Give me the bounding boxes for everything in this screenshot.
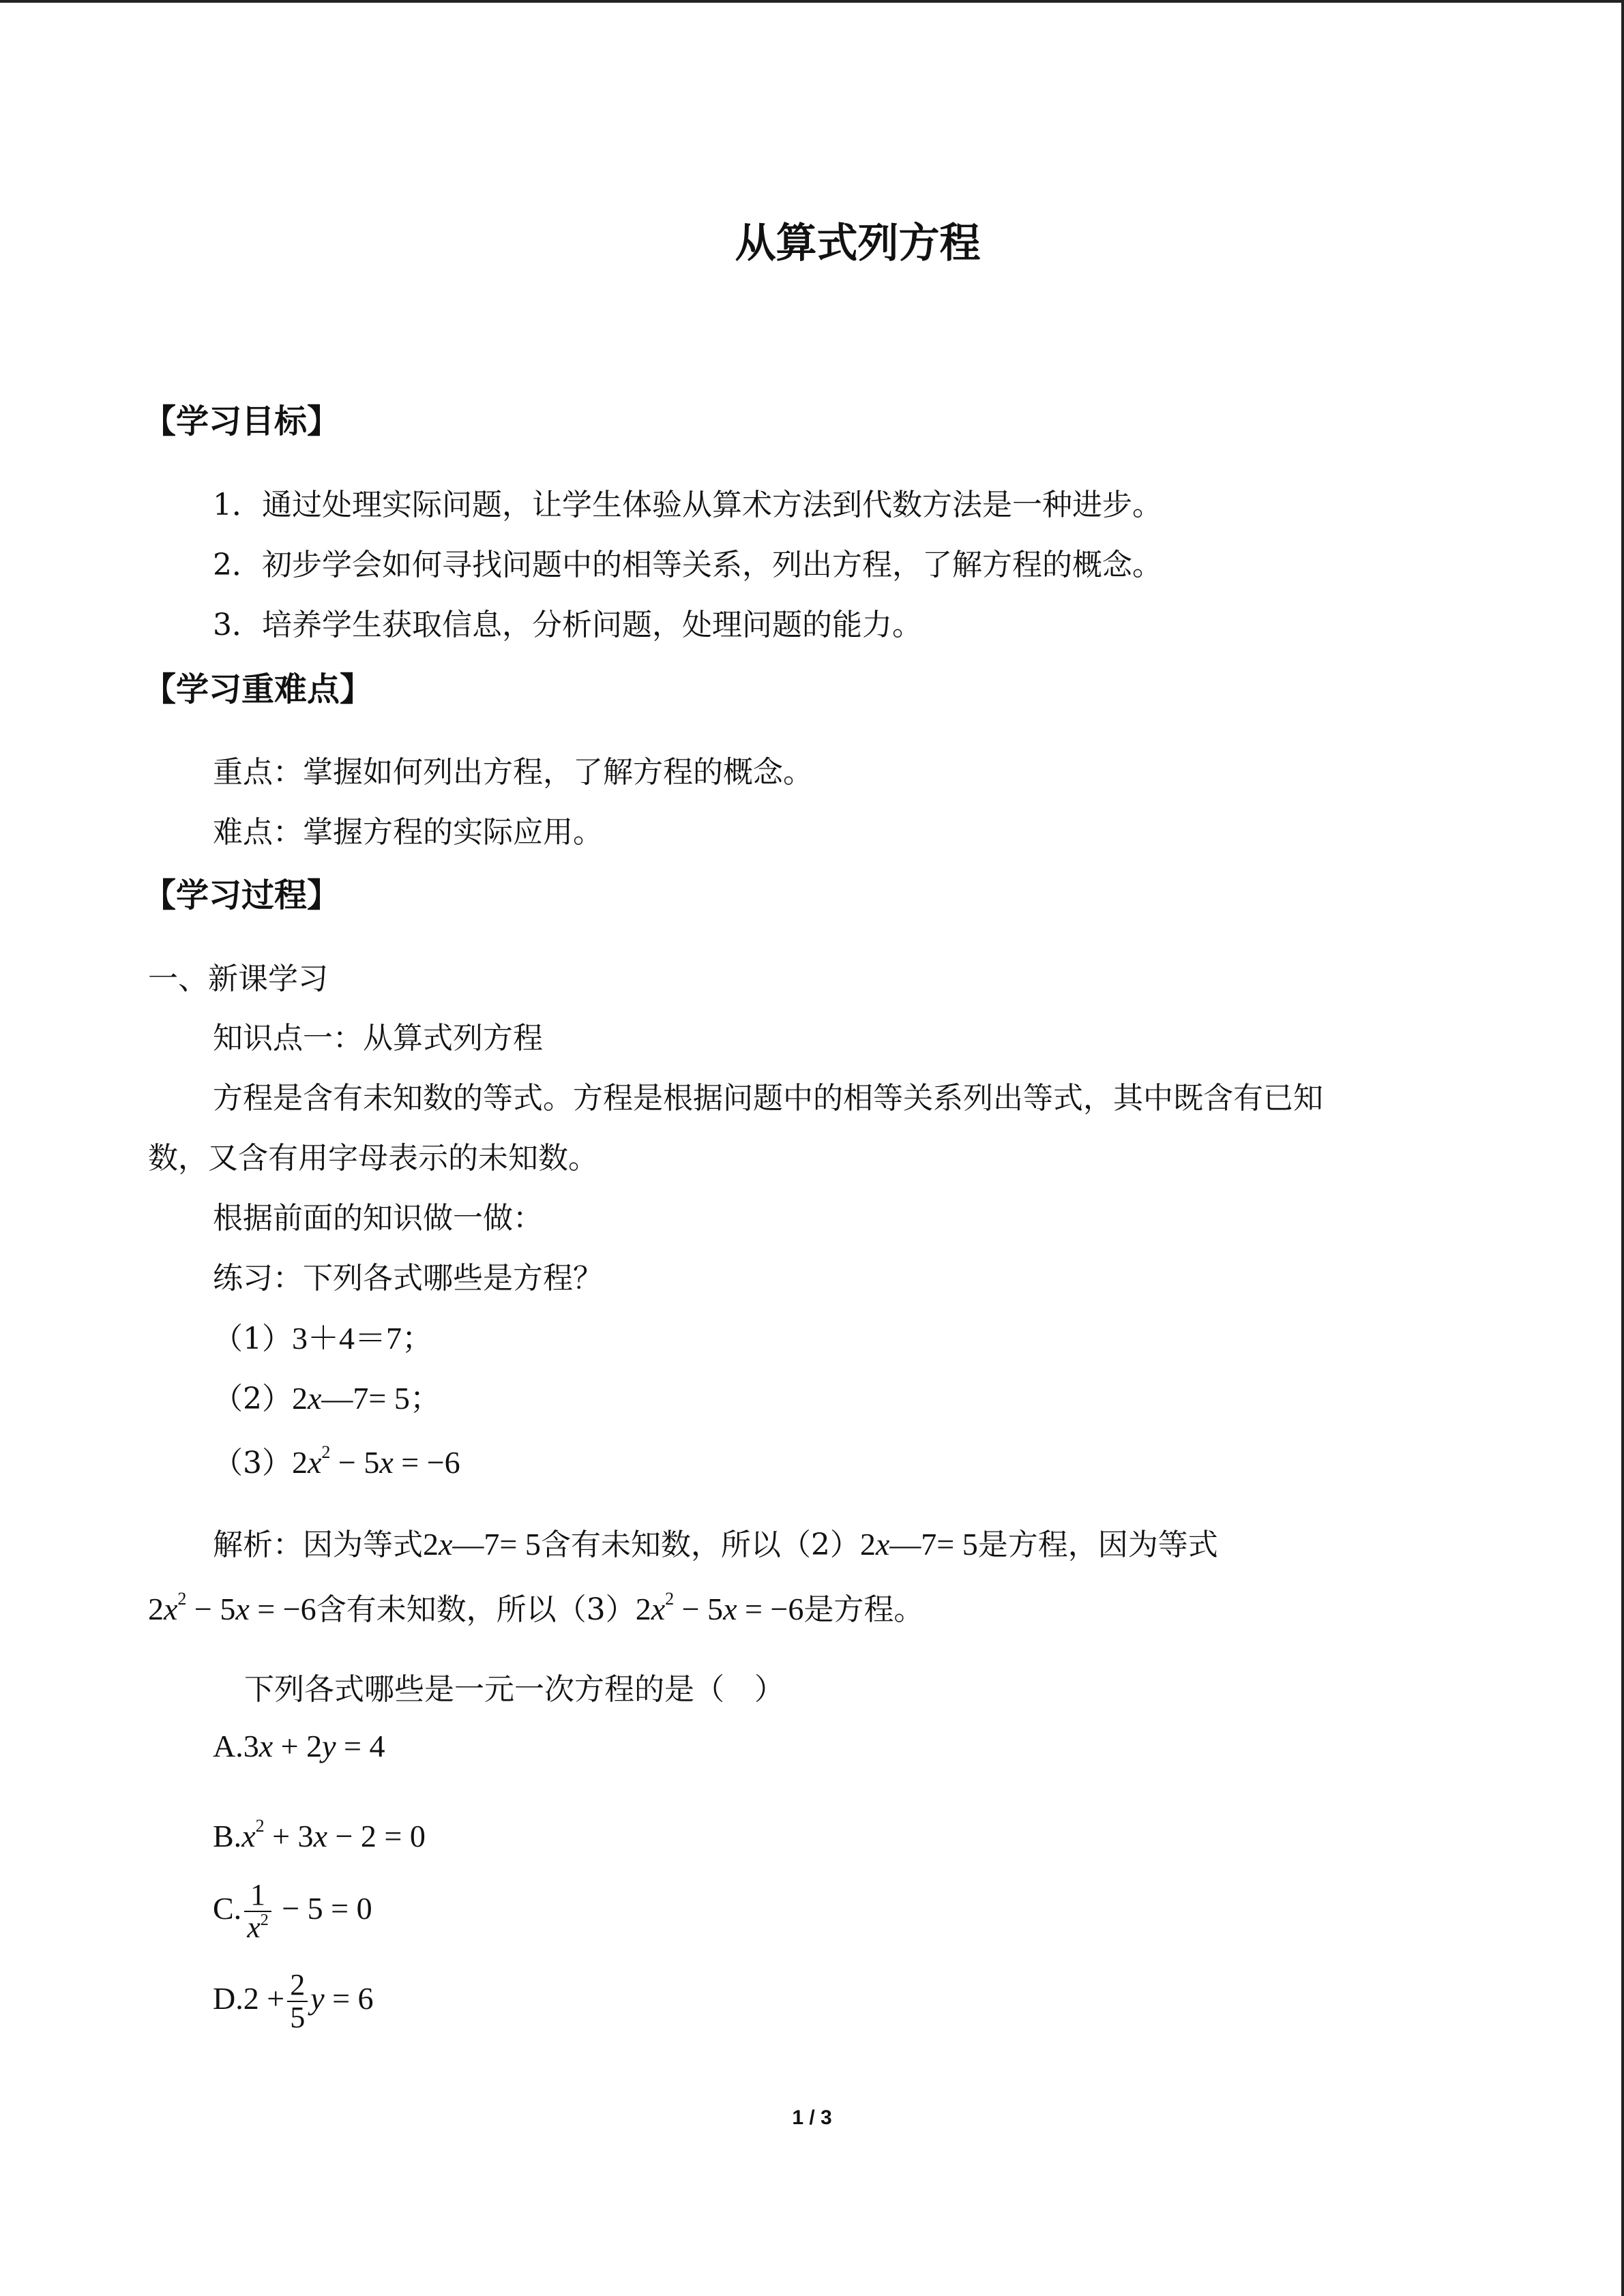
analysis-line-1: 解析：因为等式2x—7= 5含有未知数，所以（2）2x—7= 5是方程，因为等式 bbox=[213, 1527, 1218, 1562]
analysis-line-2: $2x^2 - 5x = -6$含有未知数，所以$(3)2x^2 - 5x = -6$是方程。 bbox=[148, 1589, 924, 1627]
exercise-title: 练习：下列各式哪些是方程？ bbox=[213, 1261, 603, 1296]
definition-line-2: 数，又含有用字母表示的未知数。 bbox=[148, 1141, 598, 1176]
option-d-fraction: $\frac{2}{5}$ bbox=[287, 1969, 308, 2033]
section-heading-goals: 【学习目标】 bbox=[143, 402, 340, 441]
knowledge-point-title: 知识点一：从算式列方程 bbox=[213, 1021, 543, 1056]
exercise-item-1-label: （1） bbox=[213, 1322, 292, 1356]
goal-item-3: 3．培养学生获取信息，分析问题，处理问题的能力。 bbox=[213, 608, 922, 642]
option-a: A.3x + 2y = 4 bbox=[213, 1729, 385, 1763]
part-title: 一、新课学习 bbox=[148, 961, 328, 996]
exercise-item-3-expression: $2x^2 - 5x = -6$ bbox=[292, 1442, 460, 1480]
exercise-item-2 bbox=[213, 1373, 441, 1418]
question-text: 下列各式哪些是一元一次方程的是（ ） bbox=[244, 1672, 784, 1707]
exercise-item-3 bbox=[213, 1438, 460, 1482]
page-number: 1 / 3 bbox=[792, 2106, 832, 2129]
goal-item-1: 1．通过处理实际问题，让学生体验从算术方法到代数方法是一种进步。 bbox=[213, 488, 1162, 522]
goal-item-2: 2．初步学会如何寻找问题中的相等关系，列出方程，了解方程的概念。 bbox=[213, 548, 1162, 582]
exercise-item-1-expression: 3＋4＝7； bbox=[292, 1321, 433, 1356]
analysis-equation-1: 2x—7= 5 bbox=[423, 1527, 541, 1562]
section-heading-key-points: 【学习重难点】 bbox=[143, 670, 373, 709]
exercise-item-1 bbox=[213, 1313, 433, 1358]
section-heading-process: 【学习过程】 bbox=[143, 876, 340, 914]
option-c-fraction: $\frac{1}{x^2}$ bbox=[244, 1879, 271, 1943]
exercise-item-3-label: （3） bbox=[213, 1446, 292, 1480]
analysis-equation-4: $2x^2 - 5x = -6$ bbox=[635, 1589, 804, 1626]
exercise-item-2-expression: 2x—7= 5； bbox=[292, 1381, 441, 1416]
option-c: C. $\frac{1}{x^2}$ − 5 = 0 bbox=[213, 1878, 372, 1945]
key-point-item: 重点：掌握如何列出方程，了解方程的概念。 bbox=[213, 755, 813, 790]
option-d: D.2 + $\frac{2}{5}$ y = 6 bbox=[213, 1968, 374, 2035]
definition-line-1: 方程是含有未知数的等式。方程是根据问题中的相等关系列出等式，其中既含有已知 bbox=[213, 1081, 1323, 1116]
practice-prompt: 根据前面的知识做一做： bbox=[213, 1201, 543, 1236]
option-b: $B.x^2 + 3x - 2 = 0$ bbox=[213, 1816, 426, 1853]
analysis-equation-3: $2x^2 - 5x = -6$ bbox=[148, 1589, 316, 1626]
analysis-equation-2: 2x—7= 5 bbox=[859, 1527, 978, 1562]
exercise-item-2-label: （2） bbox=[213, 1382, 292, 1416]
document-title: 从算式列方程 bbox=[735, 220, 981, 267]
difficulty-item: 难点：掌握方程的实际应用。 bbox=[213, 815, 603, 850]
